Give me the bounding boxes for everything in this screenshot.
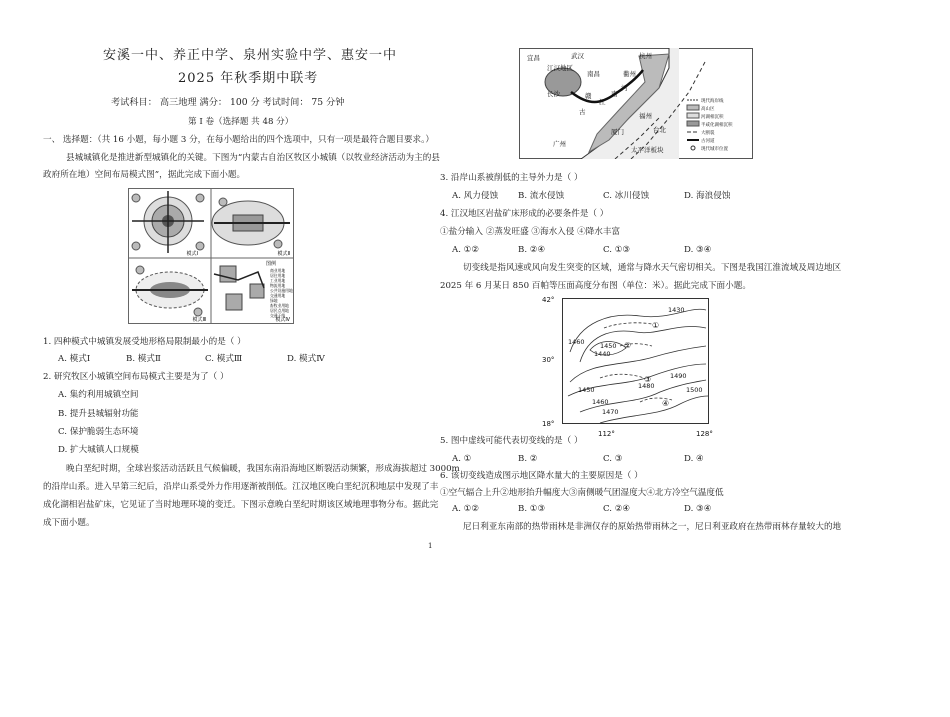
- map-legend-item: 现代海岸线: [701, 99, 724, 104]
- legend-item: 工业用地: [270, 278, 286, 283]
- place-label: 南: [611, 90, 618, 98]
- place-label: 赣: [585, 92, 592, 100]
- legend-item: 交通干线: [270, 313, 286, 318]
- lon-label: 112°: [598, 430, 615, 438]
- passage1-line1: 县城城镇化是推进新型城镇化的关键。下图为“内蒙古自治区牧区小城镇（以牧业经济活动为主的县: [66, 153, 440, 163]
- marker-2: ②: [624, 341, 632, 350]
- q5-stem: 5. 图中虚线可能代表切变线的是（ ）: [440, 436, 583, 446]
- passage2-line3: 成化湖相岩盐矿床，它见证了当时地理环境的变迁。下图示意晚白垩纪时期该区域地理事物分布。据此完: [43, 500, 439, 510]
- contour-label: 1450: [600, 342, 617, 350]
- map-legend-item: 现代城市位置: [701, 147, 728, 152]
- legend-item: 畜牧业用地: [270, 303, 289, 308]
- q3-stem: 3. 沿岸山系被削低的主导外力是（ ）: [440, 173, 583, 183]
- place-label: 南昌: [587, 70, 600, 78]
- place-label: 厦门: [611, 128, 624, 136]
- place-label: 杭州: [639, 52, 652, 60]
- contour-label: 1460: [568, 338, 585, 346]
- lat-label: 18°: [542, 420, 555, 428]
- contour-label: 1460: [592, 398, 609, 406]
- passage2-line4: 成下面小题。: [43, 518, 95, 528]
- place-label: 长沙: [547, 90, 560, 98]
- q6-option-b: B. ①③: [518, 504, 546, 514]
- passage3-line2: 2025 年 6 月某日 850 百帕等压面高度分布图（单位：米）。据此完成下面小题。: [440, 281, 751, 291]
- legend-title: 图例: [266, 261, 277, 267]
- page-number: 1: [428, 542, 433, 550]
- lon-label: 128°: [696, 430, 713, 438]
- contour-label: 1490: [670, 372, 687, 380]
- place-label: 衢州: [623, 70, 636, 78]
- cretaceous-map-figure: [519, 48, 753, 159]
- q6-option-a: A. ①②: [452, 504, 480, 514]
- legend-item: 居住用地: [270, 273, 286, 278]
- exam-meta: 考试科目： 高三地理 满分： 100 分 考试时间： 75 分钟: [111, 97, 345, 108]
- town-layout-figure: [128, 188, 294, 324]
- volume-title: 第 I 卷（选择题 共 48 分）: [188, 117, 294, 127]
- place-label: 太平洋板块: [631, 146, 664, 154]
- q5-option-d: D. ④: [684, 454, 704, 464]
- lat-label: 42°: [542, 296, 555, 304]
- passage1-line2: 政府所在地）空间布局模式图”，据此完成下面小题。: [43, 170, 246, 180]
- q1-option-d: D. 模式Ⅳ: [287, 354, 325, 364]
- passage2-line2: 的沿岸山系。进入早第三纪后，沿岸山系受外力作用逐渐被削低。江汉地区晚白垩纪沉积地层中发现了丰: [43, 482, 439, 492]
- model-4-label: 模式Ⅳ: [275, 317, 290, 323]
- marker-4: ④: [662, 399, 670, 408]
- q5-option-a: A. ①: [452, 454, 472, 464]
- passage4: 尼日利亚东南部的热带雨林是非洲仅存的原始热带雨林之一，尼日利亚政府在热带雨林存量较大的地: [463, 522, 842, 532]
- lat-label: 30°: [542, 356, 555, 364]
- q5-option-b: B. ②: [518, 454, 538, 464]
- model-2-label: 模式Ⅱ: [277, 251, 290, 257]
- q1-option-b: B. 模式Ⅱ: [126, 354, 161, 364]
- q4-option-b: B. ②④: [518, 245, 546, 255]
- legend-item: 交通用地: [270, 293, 286, 298]
- place-label: 武汉: [571, 52, 584, 60]
- place-label: 宜昌: [527, 54, 540, 62]
- exam-title: 2025 年秋季期中联考: [178, 71, 319, 86]
- q2-stem: 2. 研究牧区小城镇空间布局模式主要是为了（ ）: [43, 372, 229, 382]
- q1-option-c: C. 模式Ⅲ: [205, 354, 243, 364]
- contour-label: 1500: [686, 386, 703, 394]
- model-1-label: 模式Ⅰ: [186, 251, 198, 257]
- q4-option-c: C. ①③: [603, 245, 631, 255]
- passage2-line1: 晚白垩纪时期，全球岩浆活动活跃且气候偏暖，我国东南沿海地区断裂活动频繁，形成海拔超过 3000m: [66, 464, 460, 474]
- q2-option-c: C. 保护脆弱生态环境: [58, 427, 139, 437]
- legend-item: 公共设施用地: [270, 288, 293, 293]
- contour-label: 1480: [638, 382, 655, 390]
- map-legend-item: 高山区: [701, 107, 715, 112]
- q4-option-a: A. ①②: [452, 245, 480, 255]
- q6-stem: 6. 该切变线造成图示地区降水量大的主要原因是（ ）: [440, 471, 643, 481]
- q3-option-c: C. 冰川侵蚀: [603, 191, 650, 201]
- map-legend-item: 半咸化湖相沉积: [701, 123, 733, 128]
- contour-label: 1430: [668, 306, 685, 314]
- legend-item: 物流用地: [270, 283, 286, 288]
- contour-label: 1470: [602, 408, 619, 416]
- q1-stem: 1. 四种模式中城镇发展受地形格局限制最小的是（ ）: [43, 337, 246, 347]
- q4-conditions: ①盐分输入 ②蒸发旺盛 ③海水入侵 ④降水丰富: [440, 227, 621, 237]
- legend-item: 居民点用地: [270, 308, 289, 313]
- q3-option-d: D. 海浪侵蚀: [684, 191, 731, 201]
- q6-option-c: C. ②④: [603, 504, 631, 514]
- place-label: 江汉地区: [547, 64, 573, 72]
- contour-label: 1440: [594, 350, 611, 358]
- map-legend-item: 河湖相沉积: [701, 115, 724, 120]
- q2-option-a: A. 集约利用城镇空间: [58, 390, 139, 400]
- q3-option-a: A. 风力侵蚀: [452, 191, 499, 201]
- q1-option-a: A. 模式Ⅰ: [58, 354, 91, 364]
- q2-option-d: D. 扩大城镇人口规模: [58, 445, 139, 455]
- q6-option-d: D. ③④: [684, 504, 712, 514]
- q6-conditions: ①空气辐合上升②地形抬升幅度大③南侧暖气团湿度大④北方冷空气温度低: [440, 488, 724, 498]
- place-label: 河: [621, 84, 628, 92]
- place-label: 台北: [653, 126, 666, 134]
- legend-item: 绿地: [270, 298, 278, 303]
- place-label: 江: [599, 98, 606, 106]
- place-label: 古: [579, 108, 586, 116]
- marker-1: ①: [652, 321, 660, 330]
- section-instructions: 一、 选择题：（共 16 小题，每小题 3 分，在每小题给出的四个选项中，只有一项是最符合题目要求。）: [43, 135, 434, 145]
- model-3-label: 模式Ⅲ: [192, 317, 206, 323]
- q5-option-c: C. ③: [603, 454, 623, 464]
- map-legend-item: 古河道: [701, 139, 715, 144]
- place-label: 广州: [553, 140, 566, 148]
- q4-stem: 4. 江汉地区岩盐矿床形成的必要条件是（ ）: [440, 209, 609, 219]
- school-names: 安溪一中、养正中学、泉州实验中学、惠安一中: [103, 48, 398, 63]
- marker-3: ③: [644, 375, 652, 384]
- place-label: 福州: [639, 112, 652, 120]
- contour-map-figure: [540, 292, 722, 440]
- passage3-line1: 切变线是指风速或风向发生突变的区域，通常与降水天气密切相关。下图是我国江淮流域及周边地区: [463, 263, 842, 273]
- map-legend-item: 大断裂: [701, 131, 715, 136]
- contour-label: 1450: [578, 386, 595, 394]
- legend-item: 商业用地: [270, 268, 286, 273]
- q4-option-d: D. ③④: [684, 245, 712, 255]
- q2-option-b: B. 提升县城辐射功能: [58, 409, 139, 419]
- q3-option-b: B. 流水侵蚀: [518, 191, 565, 201]
